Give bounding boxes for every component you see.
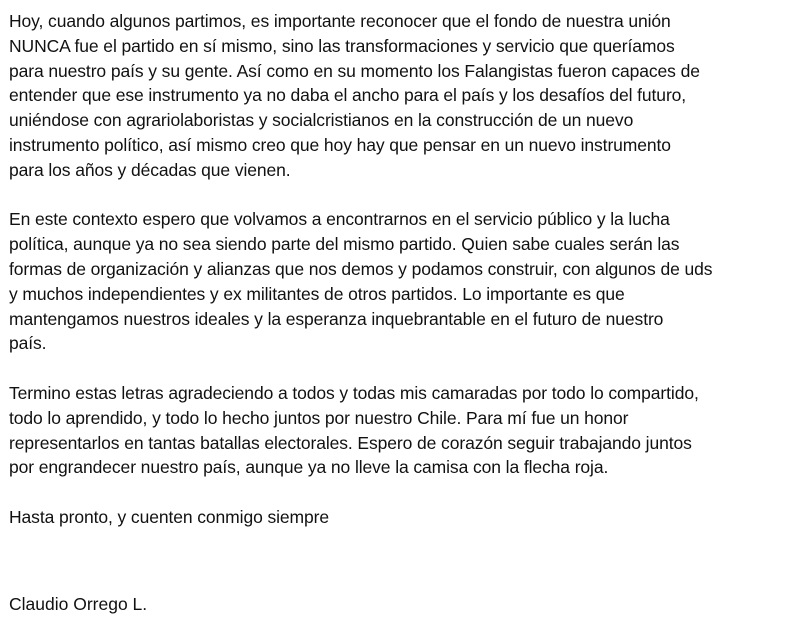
text-line: para los años y décadas que vienen. bbox=[9, 159, 291, 180]
text-line: Termino estas letras agradeciendo a todos y todas mis camaradas por todo lo compartido, bbox=[9, 382, 699, 403]
text-line: mantengamos nuestros ideales y la esperanza inquebrantable en el futuro de nuestro bbox=[9, 308, 664, 329]
closing-line: Hasta pronto, y cuenten conmigo siempre bbox=[9, 506, 330, 527]
text-line: En este contexto espero que volvamos a encontrarnos en el servicio público y la lucha bbox=[9, 209, 670, 230]
text-line: instrumento político, así mismo creo que hoy hay que pensar en un nuevo instrumento bbox=[9, 134, 671, 155]
signature: Claudio Orrego L. bbox=[9, 594, 148, 614]
text-line: entender que ese instrumento ya no daba el ancho para el país y los desafíos del futuro, bbox=[9, 85, 687, 106]
paragraph-1 bbox=[9, 9, 799, 183]
paragraph-2 bbox=[9, 207, 799, 356]
text-line: uniéndose con agrariolaboristas y socialcristianos en la construcción de un nuevo bbox=[9, 110, 634, 131]
text-line: política, aunque ya no sea siendo parte del mismo partido. Quien sabe cuales serán las bbox=[9, 234, 680, 255]
text-line: por engrandecer nuestro país, aunque ya no lleve la camisa con la flecha roja. bbox=[9, 457, 609, 478]
text-line: NUNCA fue el partido en sí mismo, sino las transformaciones y servicio que queríamos bbox=[9, 35, 675, 56]
text-line: país. bbox=[9, 333, 47, 354]
text-line: y muchos independientes y ex militantes de otros partidos. Lo importante es que bbox=[9, 283, 625, 304]
text-line: todo lo aprendido, y todo lo hecho juntos por nuestro Chile. Para mí fue un honor bbox=[9, 407, 629, 428]
text-line: formas de organización y alianzas que nos demos y podamos construir, con algunos de uds bbox=[9, 258, 713, 279]
text-line: representarlos en tantas batallas electorales. Espero de corazón seguir trabajando juntos bbox=[9, 432, 692, 453]
text-line: para nuestro país y su gente. Así como en su momento los Falangistas fueron capaces de bbox=[9, 60, 700, 81]
letter-body bbox=[9, 9, 799, 530]
paragraph-3 bbox=[9, 381, 799, 480]
text-line: Hoy, cuando algunos partimos, es importante reconocer que el fondo de nuestra unión bbox=[9, 11, 671, 31]
